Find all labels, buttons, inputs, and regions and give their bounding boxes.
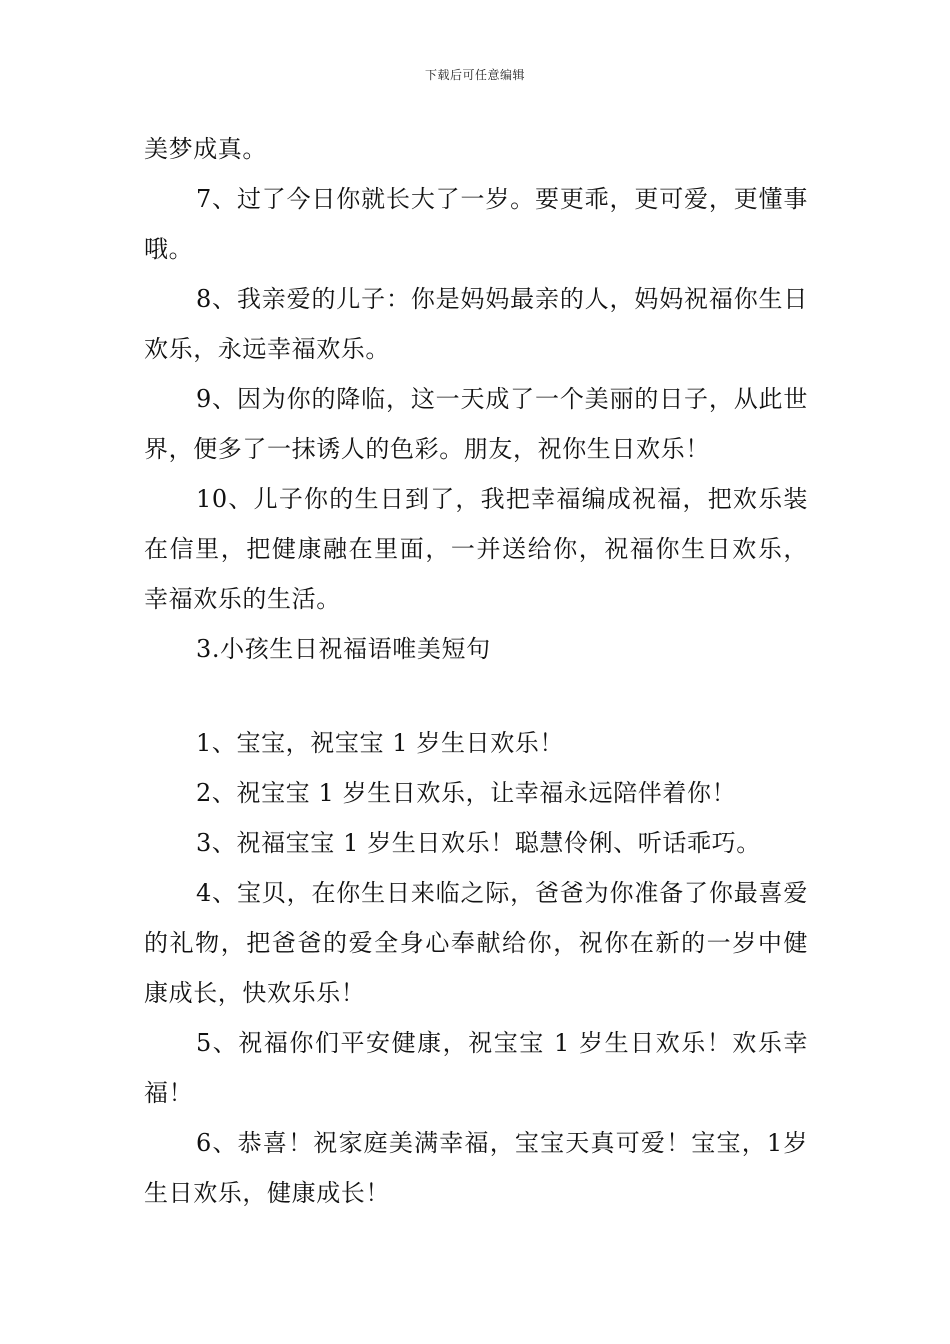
paragraph-item-7: 7、过了今日你就长大了一岁。要更乖，更可爱，更懂事哦。 (144, 185, 808, 263)
wish-item-4: 4、宝贝，在你生日来临之际，爸爸为你准备了你最喜爱的礼物，把爸爸的爱全身心奉献给你，祝你在新的一岁中健康成长，快欢乐乐！ (144, 879, 808, 1007)
wish-item-2: 2、祝宝宝 1 岁生日欢乐，让幸福永远陪伴着你！ (196, 779, 737, 807)
wish-item-3: 3、祝福宝宝 1 岁生日欢乐！聪慧伶俐、听话乖巧。 (196, 829, 761, 857)
wish-item-1: 1、宝宝，祝宝宝 1 岁生日欢乐！ (196, 729, 564, 757)
document-body (144, 124, 808, 1218)
paragraph-item-8: 8、我亲爱的儿子：你是妈妈最亲的人，妈妈祝福你生日欢乐，永远幸福欢乐。 (144, 285, 808, 363)
page-header: 下载后可任意编辑 (424, 68, 525, 82)
blank-line (144, 674, 808, 718)
paragraph-item-9: 9、因为你的降临，这一天成了一个美丽的日子，从此世界，便多了一抹诱人的色彩。朋友，祝你生日欢乐！ (144, 385, 808, 463)
section-heading: 3.小孩生日祝福语唯美短句 (196, 635, 491, 663)
wish-item-6: 6、恭喜！祝家庭美满幸福，宝宝天真可爱！宝宝，1岁生日欢乐，健康成长！ (144, 1129, 808, 1207)
paragraph-continuation: 美梦成真。 (144, 135, 267, 163)
wish-item-5: 5、祝福你们平安健康，祝宝宝 1 岁生日欢乐！欢乐幸福！ (144, 1029, 808, 1107)
paragraph-item-10: 10、儿子你的生日到了，我把幸福编成祝福，把欢乐装在信里，把健康融在里面，一并送给你，祝福你生日欢乐，幸福欢乐的生活。 (144, 485, 808, 613)
